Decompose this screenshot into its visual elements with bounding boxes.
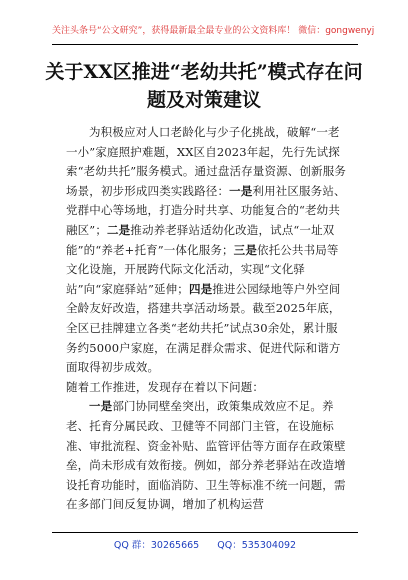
header-notice: 关注头条号“公文研究”，获得最新最全最专业的公文资料库！ 微信：gongwenyj [52,26,375,36]
document-title: 关于XX区推进“老幼共托”模式存在问题及对策建议 [45,61,363,111]
bold-marker: 一是 [89,399,113,414]
bold-marker: 三是 [233,242,257,257]
paragraph-text: 部门协同壁垒突出，政策集成效应不足。养老、托育分属民政、卫健等不同部门主管，在设施标准、审批流程、资金补贴、监管评估等方面存在政策壁垒，尚未形成有效衔接。例如，部分养老驿站在改造增设托育功能时，面临消防、卫生等标准不统一问题，需在多部门间反复协调，增加了机构运营 [66,399,346,512]
page-footer [52,532,358,551]
paragraph-text: 利用社区服务站、党群中心等场地，打造分时共享、功能复合的“老幼共融区”； [66,183,346,237]
transition-paragraph [66,378,346,398]
bold-marker: 一是 [229,183,253,198]
intro-paragraph [66,123,346,378]
page-header [52,18,375,45]
document-body [66,123,346,515]
bold-marker: 二是 [106,222,131,237]
issue-paragraph [66,397,346,515]
paragraph-text: 推进公园绿地等户外空间全龄友好改造，搭建共享活动场景。截至2025年底，全区已挂牌建立各类“老幼共托”试点30余处，累计服务约5000户家庭，在满足群众需求、促进代际和谐方面取得初步成效。 [66,281,341,375]
paragraph-text: 依托公共书局等文化设施，开展跨代际文化活动，实现“文化驿站”向“家庭驿站”延伸； [66,242,339,296]
paragraph-text: 随着工作推进，发现存在着以下问题： [66,379,265,394]
bold-marker: 四是 [188,281,213,296]
paragraph-text: 为积极应对人口老龄化与少子化挑战，破解“一老一小”家庭照护难题，XX区自2023年起，先行先试探索“老幼共托”服务模式。通过盘活存量资源、创新服务场景，初步形成四类实践路径： [66,125,347,198]
paragraph-text: 推动养老驿站适幼化改造，试点“一址双能”的“养老+托育”一体化服务； [66,222,335,257]
footer-qq: QQ：535304092 [217,540,297,551]
footer-qq-group: QQ 群：30265665 [113,540,200,551]
